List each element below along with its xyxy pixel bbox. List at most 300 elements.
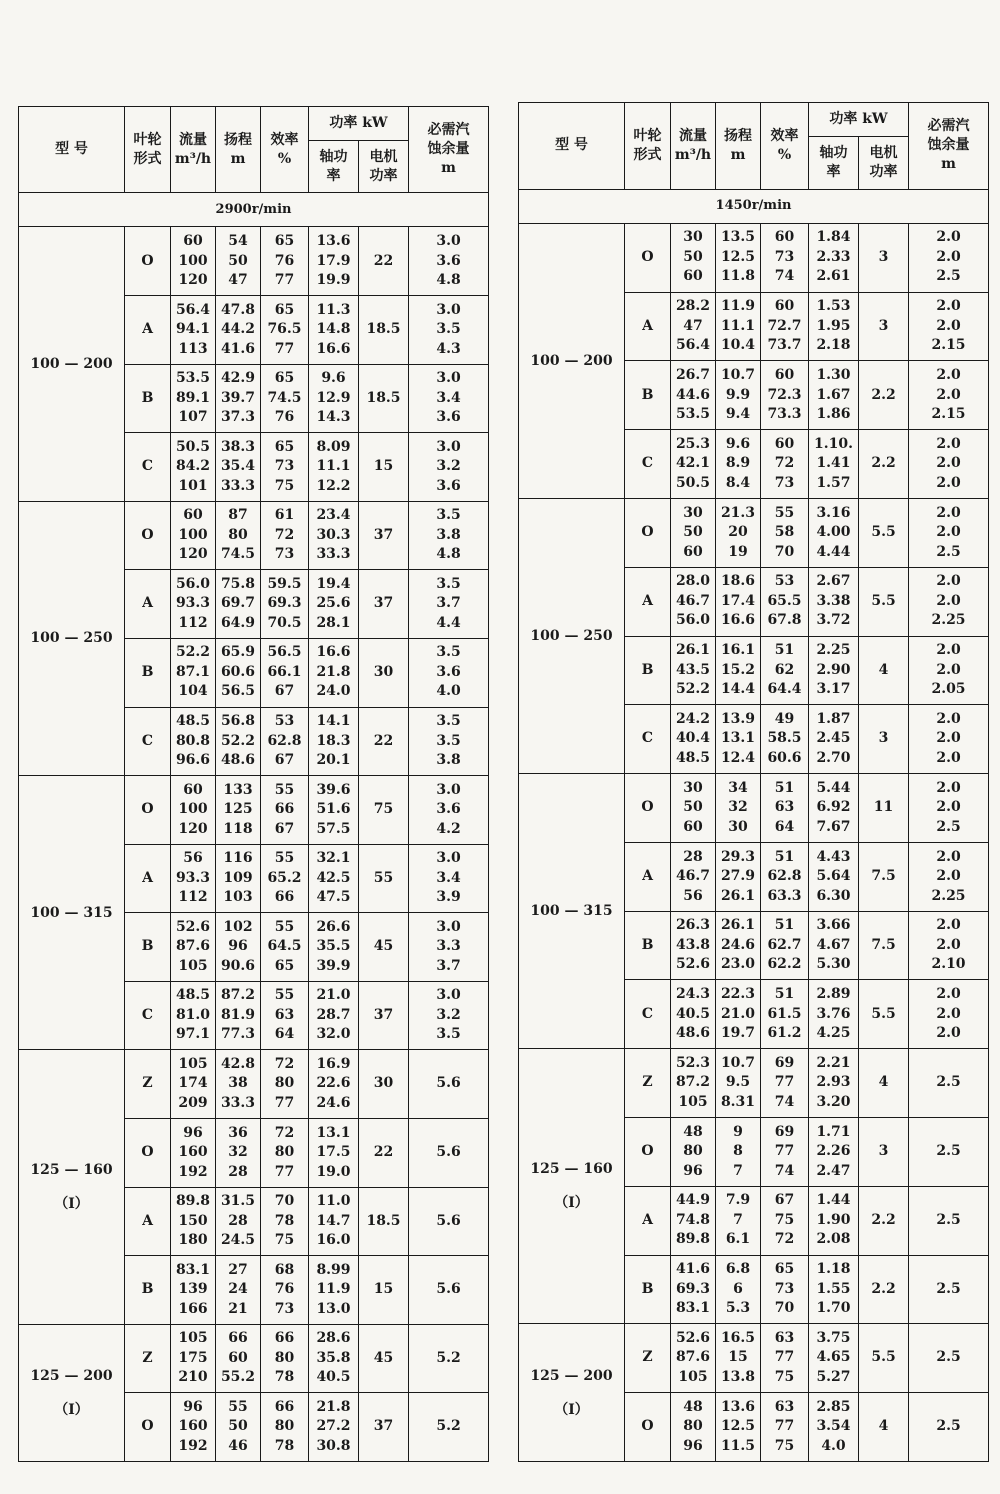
npsh-cell: 3.0 3.5 4.3 [409, 296, 489, 365]
head-cell: 16.1 15.2 14.4 [716, 636, 761, 705]
efficiency-cell: 60 72.3 73.3 [761, 361, 809, 430]
efficiency-cell: 49 58.5 60.6 [761, 705, 809, 774]
flow-cell: 28.0 46.7 56.0 [671, 567, 716, 636]
flow-cell: 52.6 87.6 105 [171, 913, 216, 982]
motor-power-cell: 30 [359, 1050, 409, 1119]
shaft-power-cell: 1.84 2.33 2.61 [809, 223, 859, 292]
flow-cell: 25.3 42.1 50.5 [671, 430, 716, 499]
motor-power-cell: 2.2 [859, 430, 909, 499]
shaft-power-cell: 2.21 2.93 3.20 [809, 1049, 859, 1118]
motor-power-cell: 4 [859, 1393, 909, 1462]
table-row [19, 776, 489, 845]
shaft-power-cell: 1.30 1.67 1.86 [809, 361, 859, 430]
flow-cell: 60 100 120 [171, 501, 216, 570]
flow-cell: 48 80 96 [671, 1117, 716, 1186]
impeller-cell: A [625, 567, 671, 636]
shaft-power-cell: 21.0 28.7 32.0 [309, 981, 359, 1050]
impeller-cell: B [125, 638, 171, 707]
npsh-cell: 2.5 [909, 1186, 989, 1255]
npsh-cell: 2.5 [909, 1324, 989, 1393]
npsh-cell: 5.6 [409, 1256, 489, 1325]
header-head: 扬程 m [716, 103, 761, 190]
flow-cell: 30 50 60 [671, 498, 716, 567]
efficiency-cell: 69 77 74 [761, 1049, 809, 1118]
npsh-cell: 2.5 [909, 1393, 989, 1462]
impeller-cell: B [625, 911, 671, 980]
impeller-cell: C [125, 981, 171, 1050]
shaft-power-cell: 3.75 4.65 5.27 [809, 1324, 859, 1393]
head-cell: 10.7 9.5 8.31 [716, 1049, 761, 1118]
header-model: 型 号 [19, 107, 125, 193]
impeller-cell: O [625, 774, 671, 843]
flow-cell: 52.3 87.2 105 [671, 1049, 716, 1118]
flow-cell: 28.2 47 56.4 [671, 292, 716, 361]
motor-power-cell: 45 [359, 913, 409, 982]
model-cell: 125 — 200 （Ⅰ） [19, 1324, 125, 1461]
header-npsh: 必需汽 蚀余量 m [909, 103, 989, 190]
efficiency-cell: 72 80 77 [261, 1119, 309, 1188]
head-cell: 21.3 20 19 [716, 498, 761, 567]
head-cell: 7.9 7 6.1 [716, 1186, 761, 1255]
motor-power-cell: 2.2 [859, 1186, 909, 1255]
npsh-cell: 2.5 [909, 1255, 989, 1324]
shaft-power-cell: 8.99 11.9 13.0 [309, 1256, 359, 1325]
impeller-cell: O [625, 223, 671, 292]
shaft-power-cell: 26.6 35.5 39.9 [309, 913, 359, 982]
flow-cell: 56 93.3 112 [171, 844, 216, 913]
efficiency-cell: 60 73 74 [761, 223, 809, 292]
table-row [519, 1324, 989, 1393]
shaft-power-cell: 16.6 21.8 24.0 [309, 638, 359, 707]
flow-cell: 56.4 94.1 113 [171, 296, 216, 365]
efficiency-cell: 55 58 70 [761, 498, 809, 567]
impeller-cell: C [125, 433, 171, 502]
efficiency-cell: 66 80 78 [261, 1324, 309, 1393]
impeller-cell: B [625, 636, 671, 705]
npsh-cell: 3.0 3.2 3.5 [409, 981, 489, 1050]
motor-power-cell: 3 [859, 223, 909, 292]
shaft-power-cell: 39.6 51.6 57.5 [309, 776, 359, 845]
table-row [19, 227, 489, 296]
npsh-cell: 3.5 3.8 4.8 [409, 501, 489, 570]
shaft-power-cell: 19.4 25.6 28.1 [309, 570, 359, 639]
motor-power-cell: 5.5 [859, 1324, 909, 1393]
impeller-cell: A [125, 1187, 171, 1256]
motor-power-cell: 37 [359, 1393, 409, 1462]
pump-table-2900rpm [18, 106, 489, 1462]
table-body [519, 103, 989, 1462]
flow-cell: 56.0 93.3 112 [171, 570, 216, 639]
impeller-cell: O [125, 1393, 171, 1462]
motor-power-cell: 45 [359, 1324, 409, 1393]
npsh-cell: 2.0 2.0 2.0 [909, 980, 989, 1049]
npsh-cell: 2.0 2.0 2.10 [909, 911, 989, 980]
head-cell: 29.3 27.9 26.1 [716, 842, 761, 911]
npsh-cell: 5.2 [409, 1324, 489, 1393]
head-cell: 42.8 38 33.3 [216, 1050, 261, 1119]
npsh-cell: 2.0 2.0 2.5 [909, 774, 989, 843]
npsh-cell: 5.2 [409, 1393, 489, 1462]
efficiency-cell: 65 74.5 76 [261, 364, 309, 433]
shaft-power-cell: 3.16 4.00 4.44 [809, 498, 859, 567]
npsh-cell: 3.0 3.3 3.7 [409, 913, 489, 982]
impeller-cell: Z [625, 1324, 671, 1393]
npsh-cell: 2.0 2.0 2.5 [909, 223, 989, 292]
impeller-cell: A [625, 1186, 671, 1255]
head-cell: 87 80 74.5 [216, 501, 261, 570]
motor-power-cell: 3 [859, 1117, 909, 1186]
npsh-cell: 3.0 3.6 4.2 [409, 776, 489, 845]
efficiency-cell: 55 66 67 [261, 776, 309, 845]
npsh-cell: 3.0 3.6 4.8 [409, 227, 489, 296]
npsh-cell: 3.0 3.4 3.6 [409, 364, 489, 433]
head-cell: 22.3 21.0 19.7 [716, 980, 761, 1049]
head-cell: 38.3 35.4 33.3 [216, 433, 261, 502]
flow-cell: 26.7 44.6 53.5 [671, 361, 716, 430]
head-cell: 34 32 30 [716, 774, 761, 843]
header-motor-power: 电机 功率 [359, 141, 409, 193]
shaft-power-cell: 9.6 12.9 14.3 [309, 364, 359, 433]
head-cell: 75.8 69.7 64.9 [216, 570, 261, 639]
flow-cell: 30 50 60 [671, 223, 716, 292]
efficiency-cell: 51 61.5 61.2 [761, 980, 809, 1049]
table-row [19, 501, 489, 570]
motor-power-cell: 37 [359, 981, 409, 1050]
speed-label: 2900r/min [19, 193, 489, 227]
header-efficiency: 效率 % [261, 107, 309, 193]
model-cell: 125 — 160 （Ⅰ） [19, 1050, 125, 1324]
model-cell: 100 — 250 [19, 501, 125, 775]
npsh-cell: 2.0 2.0 2.05 [909, 636, 989, 705]
impeller-cell: B [625, 361, 671, 430]
npsh-cell: 2.5 [909, 1117, 989, 1186]
npsh-cell: 5.6 [409, 1050, 489, 1119]
efficiency-cell: 55 64.5 65 [261, 913, 309, 982]
flow-cell: 30 50 60 [671, 774, 716, 843]
head-cell: 18.6 17.4 16.6 [716, 567, 761, 636]
shaft-power-cell: 14.1 18.3 20.1 [309, 707, 359, 776]
flow-cell: 44.9 74.8 89.8 [671, 1186, 716, 1255]
head-cell: 54 50 47 [216, 227, 261, 296]
efficiency-cell: 53 65.5 67.8 [761, 567, 809, 636]
header-row [519, 103, 989, 137]
head-cell: 55 50 46 [216, 1393, 261, 1462]
npsh-cell: 3.5 3.7 4.4 [409, 570, 489, 639]
shaft-power-cell: 5.44 6.92 7.67 [809, 774, 859, 843]
flow-cell: 24.2 40.4 48.5 [671, 705, 716, 774]
shaft-power-cell: 11.0 14.7 16.0 [309, 1187, 359, 1256]
impeller-cell: O [125, 1119, 171, 1188]
header-impeller: 叶轮 形式 [125, 107, 171, 193]
motor-power-cell: 2.2 [859, 361, 909, 430]
header-flow: 流量 m³/h [671, 103, 716, 190]
impeller-cell: B [625, 1255, 671, 1324]
impeller-cell: O [625, 1393, 671, 1462]
efficiency-cell: 55 63 64 [261, 981, 309, 1050]
head-cell: 9 8 7 [716, 1117, 761, 1186]
motor-power-cell: 22 [359, 1119, 409, 1188]
impeller-cell: O [625, 498, 671, 567]
flow-cell: 89.8 150 180 [171, 1187, 216, 1256]
npsh-cell: 2.0 2.0 2.25 [909, 567, 989, 636]
speed-label: 1450r/min [519, 189, 989, 223]
flow-cell: 48 80 96 [671, 1393, 716, 1462]
shaft-power-cell: 1.18 1.55 1.70 [809, 1255, 859, 1324]
header-npsh: 必需汽 蚀余量 m [409, 107, 489, 193]
impeller-cell: C [625, 705, 671, 774]
impeller-cell: B [125, 913, 171, 982]
impeller-cell: Z [125, 1324, 171, 1393]
flow-cell: 26.1 43.5 52.2 [671, 636, 716, 705]
impeller-cell: A [125, 570, 171, 639]
efficiency-cell: 55 65.2 66 [261, 844, 309, 913]
motor-power-cell: 18.5 [359, 296, 409, 365]
efficiency-cell: 51 62.7 62.2 [761, 911, 809, 980]
impeller-cell: O [125, 776, 171, 845]
motor-power-cell: 3 [859, 705, 909, 774]
npsh-cell: 2.0 2.0 2.0 [909, 705, 989, 774]
head-cell: 10.7 9.9 9.4 [716, 361, 761, 430]
table-row [519, 1049, 989, 1118]
efficiency-cell: 68 76 73 [261, 1256, 309, 1325]
efficiency-cell: 60 72 73 [761, 430, 809, 499]
motor-power-cell: 7.5 [859, 842, 909, 911]
model-cell: 100 — 250 [519, 498, 625, 773]
flow-cell: 60 100 120 [171, 776, 216, 845]
shaft-power-cell: 16.9 22.6 24.6 [309, 1050, 359, 1119]
npsh-cell: 3.0 3.4 3.9 [409, 844, 489, 913]
header-row [19, 107, 489, 141]
head-cell: 65.9 60.6 56.5 [216, 638, 261, 707]
header-head: 扬程 m [216, 107, 261, 193]
head-cell: 87.2 81.9 77.3 [216, 981, 261, 1050]
efficiency-cell: 53 62.8 67 [261, 707, 309, 776]
impeller-cell: O [125, 501, 171, 570]
efficiency-cell: 56.5 66.1 67 [261, 638, 309, 707]
head-cell: 9.6 8.9 8.4 [716, 430, 761, 499]
table-row [519, 498, 989, 567]
shaft-power-cell: 13.6 17.9 19.9 [309, 227, 359, 296]
header-efficiency: 效率 % [761, 103, 809, 190]
shaft-power-cell: 2.89 3.76 4.25 [809, 980, 859, 1049]
head-cell: 47.8 44.2 41.6 [216, 296, 261, 365]
impeller-cell: O [125, 227, 171, 296]
motor-power-cell: 2.2 [859, 1255, 909, 1324]
head-cell: 66 60 55.2 [216, 1324, 261, 1393]
flow-cell: 41.6 69.3 83.1 [671, 1255, 716, 1324]
head-cell: 13.9 13.1 12.4 [716, 705, 761, 774]
model-cell: 100 — 200 [19, 227, 125, 501]
model-cell: 125 — 200 （Ⅰ） [519, 1324, 625, 1462]
head-cell: 31.5 28 24.5 [216, 1187, 261, 1256]
head-cell: 133 125 118 [216, 776, 261, 845]
shaft-power-cell: 2.85 3.54 4.0 [809, 1393, 859, 1462]
efficiency-cell: 60 72.7 73.7 [761, 292, 809, 361]
npsh-cell: 2.0 2.0 2.15 [909, 292, 989, 361]
npsh-cell: 2.5 [909, 1049, 989, 1118]
shaft-power-cell: 1.10. 1.41 1.57 [809, 430, 859, 499]
motor-power-cell: 18.5 [359, 364, 409, 433]
flow-cell: 105 175 210 [171, 1324, 216, 1393]
shaft-power-cell: 21.8 27.2 30.8 [309, 1393, 359, 1462]
motor-power-cell: 15 [359, 1256, 409, 1325]
npsh-cell: 3.0 3.2 3.6 [409, 433, 489, 502]
motor-power-cell: 37 [359, 501, 409, 570]
shaft-power-cell: 13.1 17.5 19.0 [309, 1119, 359, 1188]
header-power: 功率 kW [309, 107, 409, 141]
impeller-cell: B [125, 364, 171, 433]
model-cell: 100 — 315 [19, 776, 125, 1050]
head-cell: 16.5 15 13.8 [716, 1324, 761, 1393]
impeller-cell: A [125, 844, 171, 913]
motor-power-cell: 75 [359, 776, 409, 845]
model-cell: 100 — 200 [519, 223, 625, 498]
flow-cell: 50.5 84.2 101 [171, 433, 216, 502]
npsh-cell: 2.0 2.0 2.25 [909, 842, 989, 911]
efficiency-cell: 51 63 64 [761, 774, 809, 843]
shaft-power-cell: 32.1 42.5 47.5 [309, 844, 359, 913]
efficiency-cell: 65 76.5 77 [261, 296, 309, 365]
header-motor-power: 电机 功率 [859, 137, 909, 189]
shaft-power-cell: 11.3 14.8 16.6 [309, 296, 359, 365]
impeller-cell: O [625, 1117, 671, 1186]
impeller-cell: C [625, 980, 671, 1049]
head-cell: 26.1 24.6 23.0 [716, 911, 761, 980]
flow-cell: 60 100 120 [171, 227, 216, 296]
shaft-power-cell: 23.4 30.3 33.3 [309, 501, 359, 570]
motor-power-cell: 7.5 [859, 911, 909, 980]
impeller-cell: A [125, 296, 171, 365]
head-cell: 13.6 12.5 11.5 [716, 1393, 761, 1462]
motor-power-cell: 15 [359, 433, 409, 502]
speed-row [519, 189, 989, 223]
motor-power-cell: 5.5 [859, 980, 909, 1049]
impeller-cell: B [125, 1256, 171, 1325]
table-body [19, 107, 489, 1462]
motor-power-cell: 4 [859, 636, 909, 705]
npsh-cell: 5.6 [409, 1187, 489, 1256]
head-cell: 42.9 39.7 37.3 [216, 364, 261, 433]
npsh-cell: 2.0 2.0 2.15 [909, 361, 989, 430]
npsh-cell: 3.5 3.6 4.0 [409, 638, 489, 707]
head-cell: 116 109 103 [216, 844, 261, 913]
efficiency-cell: 63 77 75 [761, 1324, 809, 1393]
efficiency-cell: 69 77 74 [761, 1117, 809, 1186]
motor-power-cell: 55 [359, 844, 409, 913]
header-power: 功率 kW [809, 103, 909, 137]
table-row [19, 1050, 489, 1119]
shaft-power-cell: 28.6 35.8 40.5 [309, 1324, 359, 1393]
motor-power-cell: 5.5 [859, 567, 909, 636]
impeller-cell: Z [125, 1050, 171, 1119]
efficiency-cell: 65 73 70 [761, 1255, 809, 1324]
motor-power-cell: 3 [859, 292, 909, 361]
efficiency-cell: 61 72 73 [261, 501, 309, 570]
flow-cell: 52.6 87.6 105 [671, 1324, 716, 1393]
npsh-cell: 3.5 3.5 3.8 [409, 707, 489, 776]
table-row [519, 774, 989, 843]
motor-power-cell: 22 [359, 227, 409, 296]
shaft-power-cell: 2.67 3.38 3.72 [809, 567, 859, 636]
shaft-power-cell: 3.66 4.67 5.30 [809, 911, 859, 980]
motor-power-cell: 22 [359, 707, 409, 776]
table-row [519, 223, 989, 292]
impeller-cell: A [625, 292, 671, 361]
flow-cell: 24.3 40.5 48.6 [671, 980, 716, 1049]
motor-power-cell: 30 [359, 638, 409, 707]
efficiency-cell: 70 78 75 [261, 1187, 309, 1256]
model-cell: 100 — 315 [519, 774, 625, 1049]
head-cell: 11.9 11.1 10.4 [716, 292, 761, 361]
impeller-cell: C [625, 430, 671, 499]
efficiency-cell: 66 80 78 [261, 1393, 309, 1462]
flow-cell: 48.5 81.0 97.1 [171, 981, 216, 1050]
efficiency-cell: 59.5 69.3 70.5 [261, 570, 309, 639]
table-row [19, 1324, 489, 1393]
flow-cell: 48.5 80.8 96.6 [171, 707, 216, 776]
head-cell: 13.5 12.5 11.8 [716, 223, 761, 292]
flow-cell: 52.2 87.1 104 [171, 638, 216, 707]
motor-power-cell: 11 [859, 774, 909, 843]
pump-table-1450rpm [518, 102, 989, 1462]
flow-cell: 83.1 139 166 [171, 1256, 216, 1325]
speed-row [19, 193, 489, 227]
shaft-power-cell: 4.43 5.64 6.30 [809, 842, 859, 911]
efficiency-cell: 65 76 77 [261, 227, 309, 296]
flow-cell: 96 160 192 [171, 1119, 216, 1188]
motor-power-cell: 18.5 [359, 1187, 409, 1256]
impeller-cell: A [625, 842, 671, 911]
flow-cell: 26.3 43.8 52.6 [671, 911, 716, 980]
impeller-cell: C [125, 707, 171, 776]
shaft-power-cell: 1.44 1.90 2.08 [809, 1186, 859, 1255]
shaft-power-cell: 1.87 2.45 2.70 [809, 705, 859, 774]
header-flow: 流量 m³/h [171, 107, 216, 193]
efficiency-cell: 51 62 64.4 [761, 636, 809, 705]
npsh-cell: 2.0 2.0 2.0 [909, 430, 989, 499]
flow-cell: 96 160 192 [171, 1393, 216, 1462]
npsh-cell: 2.0 2.0 2.5 [909, 498, 989, 567]
efficiency-cell: 65 73 75 [261, 433, 309, 502]
efficiency-cell: 51 62.8 63.3 [761, 842, 809, 911]
header-shaft-power: 轴功 率 [309, 141, 359, 193]
head-cell: 36 32 28 [216, 1119, 261, 1188]
head-cell: 27 24 21 [216, 1256, 261, 1325]
motor-power-cell: 5.5 [859, 498, 909, 567]
impeller-cell: Z [625, 1049, 671, 1118]
efficiency-cell: 67 75 72 [761, 1186, 809, 1255]
flow-cell: 28 46.7 56 [671, 842, 716, 911]
shaft-power-cell: 1.71 2.26 2.47 [809, 1117, 859, 1186]
head-cell: 56.8 52.2 48.6 [216, 707, 261, 776]
head-cell: 102 96 90.6 [216, 913, 261, 982]
efficiency-cell: 63 77 75 [761, 1393, 809, 1462]
npsh-cell: 5.6 [409, 1119, 489, 1188]
flow-cell: 105 174 209 [171, 1050, 216, 1119]
efficiency-cell: 72 80 77 [261, 1050, 309, 1119]
shaft-power-cell: 1.53 1.95 2.18 [809, 292, 859, 361]
header-shaft-power: 轴功 率 [809, 137, 859, 189]
head-cell: 6.8 6 5.3 [716, 1255, 761, 1324]
motor-power-cell: 37 [359, 570, 409, 639]
motor-power-cell: 4 [859, 1049, 909, 1118]
shaft-power-cell: 8.09 11.1 12.2 [309, 433, 359, 502]
flow-cell: 53.5 89.1 107 [171, 364, 216, 433]
model-cell: 125 — 160 （Ⅰ） [519, 1049, 625, 1324]
header-impeller: 叶轮 形式 [625, 103, 671, 190]
header-model: 型 号 [519, 103, 625, 190]
shaft-power-cell: 2.25 2.90 3.17 [809, 636, 859, 705]
